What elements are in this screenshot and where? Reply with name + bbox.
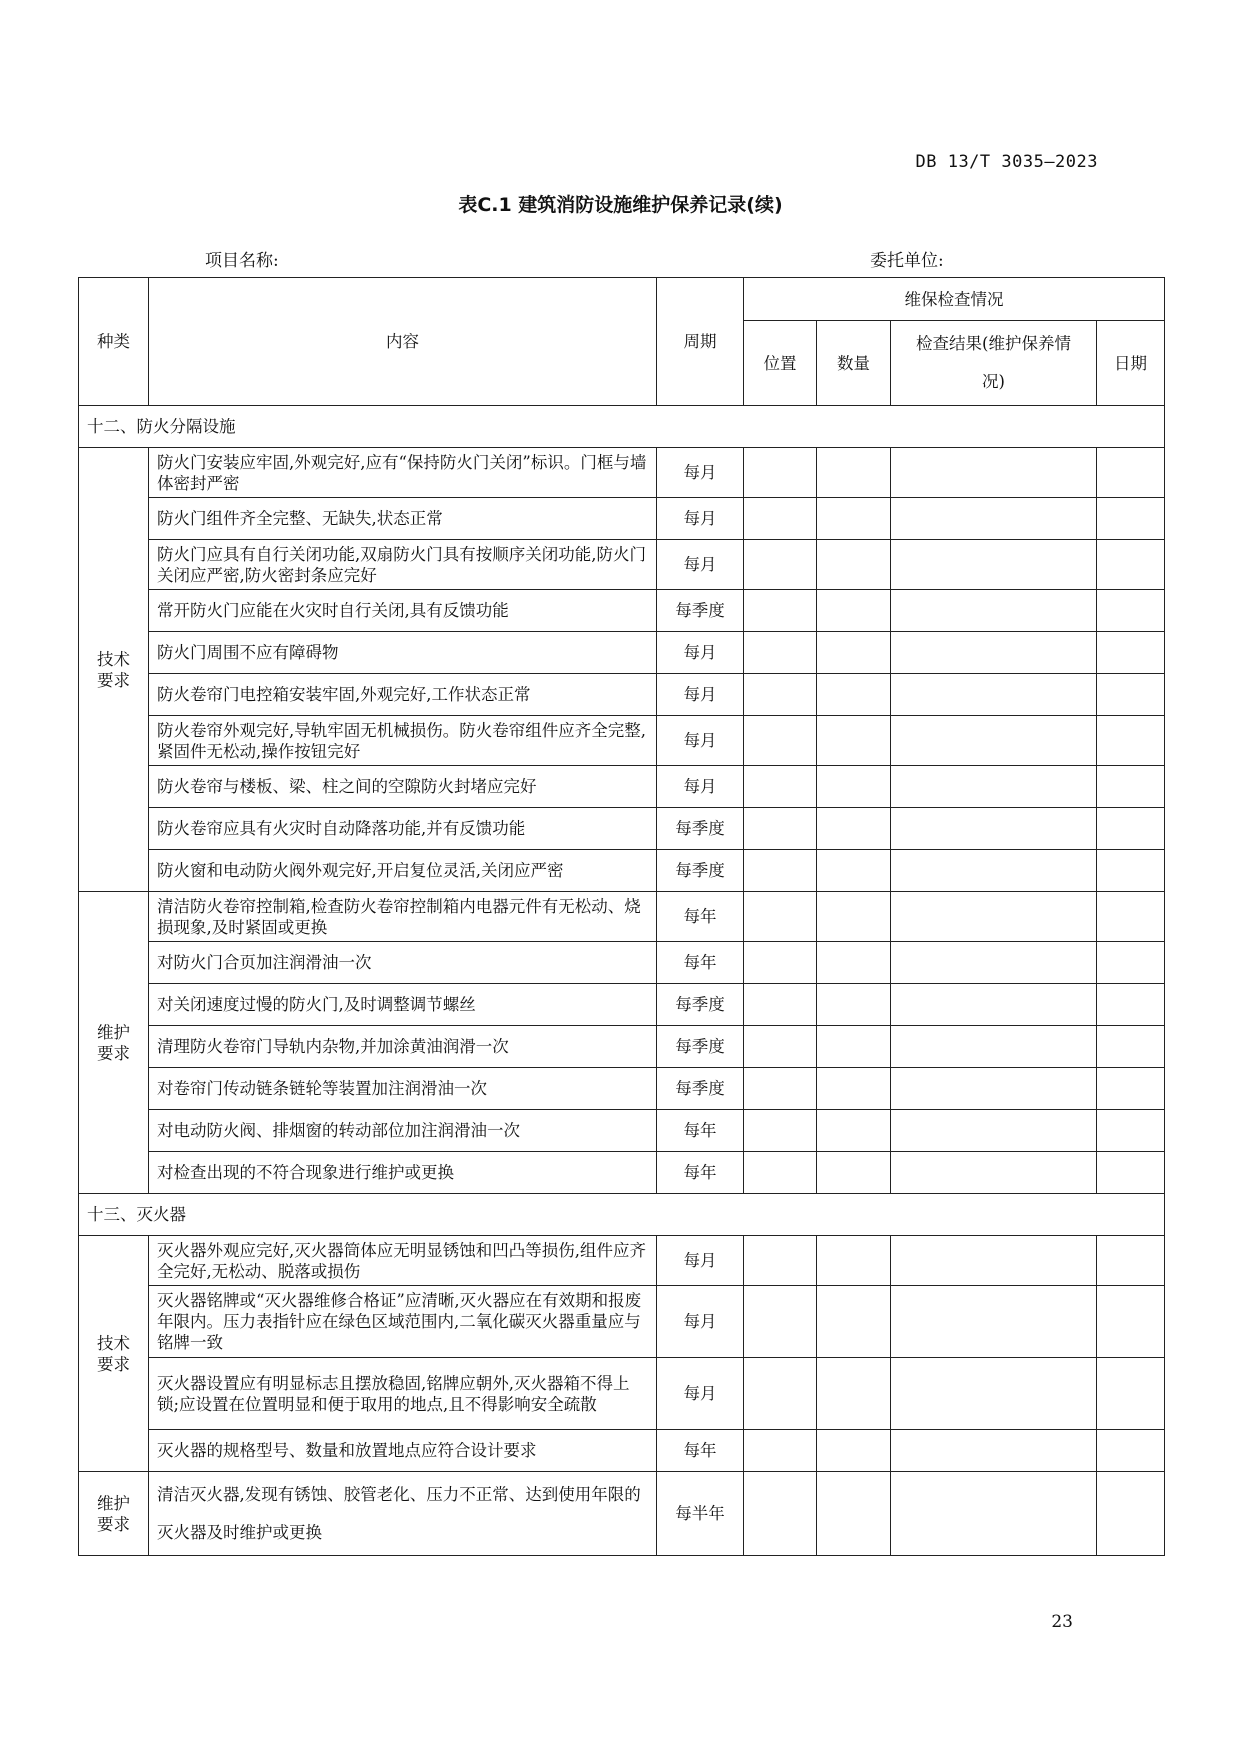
result-cell[interactable] (891, 1110, 1097, 1152)
table-row (79, 892, 1165, 942)
table-row (79, 808, 1165, 850)
table-row (79, 498, 1165, 540)
content-cell: 防火卷帘门电控箱安装牢固,外观完好,工作状态正常 (149, 674, 657, 716)
quantity-cell[interactable] (817, 716, 891, 766)
table-row (79, 1068, 1165, 1110)
content-cell: 对关闭速度过慢的防火门,及时调整调节螺丝 (149, 984, 657, 1026)
period-cell: 每月 (657, 674, 744, 716)
location-cell[interactable] (744, 1430, 817, 1472)
content-cell: 清洁防火卷帘控制箱,检查防火卷帘控制箱内电器元件有无松动、烧损现象,及时紧固或更换 (149, 892, 657, 942)
date-cell[interactable] (1097, 1286, 1165, 1358)
category-label: 技术要求 (97, 1333, 130, 1374)
content-cell: 防火门组件齐全完整、无缺失,状态正常 (149, 498, 657, 540)
period-cell: 每年 (657, 1110, 744, 1152)
period-cell: 每半年 (657, 1472, 744, 1556)
table-row (79, 1430, 1165, 1472)
location-cell[interactable] (744, 1236, 817, 1286)
location-cell[interactable] (744, 984, 817, 1026)
location-cell[interactable] (744, 1110, 817, 1152)
quantity-cell[interactable] (817, 632, 891, 674)
location-cell[interactable] (744, 674, 817, 716)
quantity-cell[interactable] (817, 1110, 891, 1152)
result-cell[interactable] (891, 540, 1097, 590)
date-cell[interactable] (1097, 1026, 1165, 1068)
date-cell[interactable] (1097, 850, 1165, 892)
quantity-cell[interactable] (817, 808, 891, 850)
table-row (79, 984, 1165, 1026)
table-row (79, 540, 1165, 590)
quantity-cell[interactable] (817, 1286, 891, 1358)
location-cell[interactable] (744, 590, 817, 632)
table-row (79, 632, 1165, 674)
location-cell[interactable] (744, 498, 817, 540)
content-cell: 防火卷帘与楼板、梁、柱之间的空隙防火封堵应完好 (149, 766, 657, 808)
content-cell: 清理防火卷帘门导轨内杂物,并加涂黄油润滑一次 (149, 1026, 657, 1068)
period-cell: 每月 (657, 1286, 744, 1358)
result-cell[interactable] (891, 1430, 1097, 1472)
table-row (79, 1358, 1165, 1430)
result-cell[interactable] (891, 448, 1097, 498)
table-row (79, 448, 1165, 498)
content-cell: 防火卷帘外观完好,导轨牢固无机械损伤。防火卷帘组件应齐全完整,紧固件无松动,操作按钮完好 (149, 716, 657, 766)
date-cell[interactable] (1097, 942, 1165, 984)
result-cell[interactable] (891, 766, 1097, 808)
period-cell: 每季度 (657, 808, 744, 850)
location-cell[interactable] (744, 1472, 817, 1556)
quantity-cell[interactable] (817, 850, 891, 892)
result-cell[interactable] (891, 674, 1097, 716)
header-result: 检查结果(维护保养情况) (891, 321, 1097, 406)
table-row (79, 766, 1165, 808)
content-cell: 对电动防火阀、排烟窗的转动部位加注润滑油一次 (149, 1110, 657, 1152)
result-cell[interactable] (891, 808, 1097, 850)
result-cell[interactable] (891, 1068, 1097, 1110)
header-inspection-group: 维保检查情况 (744, 278, 1165, 321)
location-cell[interactable] (744, 942, 817, 984)
result-cell[interactable] (891, 632, 1097, 674)
period-cell: 每季度 (657, 1026, 744, 1068)
content-cell: 对卷帘门传动链条链轮等装置加注润滑油一次 (149, 1068, 657, 1110)
period-cell: 每月 (657, 1236, 744, 1286)
category-cell (79, 1472, 149, 1556)
section-title: 十三、灭火器 (79, 1194, 1165, 1236)
result-cell[interactable] (891, 716, 1097, 766)
section-row (79, 1194, 1165, 1236)
date-cell[interactable] (1097, 892, 1165, 942)
quantity-cell[interactable] (817, 1026, 891, 1068)
period-cell: 每年 (657, 892, 744, 942)
date-cell[interactable] (1097, 716, 1165, 766)
date-cell[interactable] (1097, 1110, 1165, 1152)
client-unit-label: 委托单位: (870, 251, 944, 271)
location-cell[interactable] (744, 766, 817, 808)
table-row (79, 850, 1165, 892)
location-cell[interactable] (744, 1026, 817, 1068)
content-cell: 防火门应具有自行关闭功能,双扇防火门具有按顺序关闭功能,防火门关闭应严密,防火密封条应完好 (149, 540, 657, 590)
table-row (79, 942, 1165, 984)
header-date: 日期 (1097, 321, 1165, 406)
period-cell: 每月 (657, 1358, 744, 1430)
date-cell[interactable] (1097, 1358, 1165, 1430)
quantity-cell[interactable] (817, 590, 891, 632)
table-row (79, 1472, 1165, 1556)
date-cell[interactable] (1097, 540, 1165, 590)
quantity-cell[interactable] (817, 448, 891, 498)
table-row (79, 1286, 1165, 1358)
period-cell: 每月 (657, 448, 744, 498)
location-cell[interactable] (744, 716, 817, 766)
location-cell[interactable] (744, 850, 817, 892)
date-cell[interactable] (1097, 498, 1165, 540)
date-cell[interactable] (1097, 674, 1165, 716)
content-cell: 灭火器设置应有明显标志且摆放稳固,铭牌应朝外,灭火器箱不得上锁;应设置在位置明显和便于取用的地点,且不得影响安全疏散 (149, 1358, 657, 1430)
category-label: 技术要求 (97, 649, 130, 690)
result-cell[interactable] (891, 942, 1097, 984)
table-row (79, 1152, 1165, 1194)
quantity-cell[interactable] (817, 1152, 891, 1194)
period-cell: 每月 (657, 498, 744, 540)
result-cell[interactable] (891, 1152, 1097, 1194)
location-cell[interactable] (744, 1358, 817, 1430)
date-cell[interactable] (1097, 984, 1165, 1026)
category-label: 维护要求 (97, 1493, 130, 1534)
period-cell: 每季度 (657, 590, 744, 632)
location-cell[interactable] (744, 1286, 817, 1358)
period-cell: 每月 (657, 540, 744, 590)
date-cell[interactable] (1097, 808, 1165, 850)
location-cell[interactable] (744, 892, 817, 942)
quantity-cell[interactable] (817, 1068, 891, 1110)
location-cell[interactable] (744, 448, 817, 498)
header-content: 内容 (149, 278, 657, 406)
period-cell: 每年 (657, 942, 744, 984)
result-cell[interactable] (891, 590, 1097, 632)
table-row (79, 590, 1165, 632)
result-cell[interactable] (891, 984, 1097, 1026)
header-period: 周期 (657, 278, 744, 406)
date-cell[interactable] (1097, 1236, 1165, 1286)
category-cell (79, 448, 149, 892)
page-number: 23 (1051, 1612, 1073, 1632)
content-cell: 灭火器外观应完好,灭火器筒体应无明显锈蚀和凹凸等损伤,组件应齐全完好,无松动、脱落或损伤 (149, 1236, 657, 1286)
location-cell[interactable] (744, 1152, 817, 1194)
quantity-cell[interactable] (817, 540, 891, 590)
section-row (79, 406, 1165, 448)
date-cell[interactable] (1097, 1472, 1165, 1556)
table-row (79, 1236, 1165, 1286)
period-cell: 每季度 (657, 850, 744, 892)
content-cell: 常开防火门应能在火灾时自行关闭,具有反馈功能 (149, 590, 657, 632)
period-cell: 每季度 (657, 984, 744, 1026)
content-cell: 清洁灭火器,发现有锈蚀、胶管老化、压力不正常、达到使用年限的灭火器及时维护或更换 (149, 1472, 657, 1556)
result-cell[interactable] (891, 1358, 1097, 1430)
content-cell: 对防火门合页加注润滑油一次 (149, 942, 657, 984)
period-cell: 每月 (657, 716, 744, 766)
result-cell[interactable] (891, 850, 1097, 892)
category-cell (79, 1236, 149, 1472)
result-cell[interactable] (891, 498, 1097, 540)
quantity-cell[interactable] (817, 1358, 891, 1430)
date-cell[interactable] (1097, 1152, 1165, 1194)
quantity-cell[interactable] (817, 674, 891, 716)
content-cell: 灭火器的规格型号、数量和放置地点应符合设计要求 (149, 1430, 657, 1472)
result-cell[interactable] (891, 1286, 1097, 1358)
quantity-cell[interactable] (817, 766, 891, 808)
period-cell: 每月 (657, 632, 744, 674)
quantity-cell[interactable] (817, 984, 891, 1026)
content-cell: 对检查出现的不符合现象进行维护或更换 (149, 1152, 657, 1194)
location-cell[interactable] (744, 632, 817, 674)
table-row (79, 1110, 1165, 1152)
location-cell[interactable] (744, 540, 817, 590)
result-cell[interactable] (891, 892, 1097, 942)
quantity-cell[interactable] (817, 892, 891, 942)
period-cell: 每年 (657, 1430, 744, 1472)
date-cell[interactable] (1097, 448, 1165, 498)
standard-number: DB 13/T 3035—2023 (915, 152, 1098, 172)
quantity-cell[interactable] (817, 498, 891, 540)
result-cell[interactable] (891, 1026, 1097, 1068)
date-cell[interactable] (1097, 766, 1165, 808)
location-cell[interactable] (744, 1068, 817, 1110)
section-title: 十二、防火分隔设施 (79, 406, 1165, 448)
category-cell (79, 892, 149, 1194)
quantity-cell[interactable] (817, 1430, 891, 1472)
location-cell[interactable] (744, 808, 817, 850)
maintenance-record-table (78, 277, 1165, 1556)
content-cell: 灭火器铭牌或“灭火器维修合格证”应清晰,灭火器应在有效期和报废年限内。压力表指针应在绿色区域范围内,二氧化碳灭火器重量应与铭牌一致 (149, 1286, 657, 1358)
result-cell[interactable] (891, 1472, 1097, 1556)
date-cell[interactable] (1097, 590, 1165, 632)
table-row (79, 1026, 1165, 1068)
content-cell: 防火门安装应牢固,外观完好,应有“保持防火门关闭”标识。门框与墙体密封严密 (149, 448, 657, 498)
result-cell[interactable] (891, 1236, 1097, 1286)
project-name-label: 项目名称: (205, 251, 279, 271)
period-cell: 每季度 (657, 1068, 744, 1110)
period-cell: 每年 (657, 1152, 744, 1194)
header-location: 位置 (744, 321, 817, 406)
table-row (79, 716, 1165, 766)
date-cell[interactable] (1097, 1068, 1165, 1110)
date-cell[interactable] (1097, 632, 1165, 674)
quantity-cell[interactable] (817, 1472, 891, 1556)
quantity-cell[interactable] (817, 942, 891, 984)
content-cell: 防火窗和电动防火阀外观完好,开启复位灵活,关闭应严密 (149, 850, 657, 892)
quantity-cell[interactable] (817, 1236, 891, 1286)
date-cell[interactable] (1097, 1430, 1165, 1472)
header-category: 种类 (79, 278, 149, 406)
period-cell: 每月 (657, 766, 744, 808)
table-row (79, 674, 1165, 716)
content-cell: 防火门周围不应有障碍物 (149, 632, 657, 674)
table-title: 表C.1 建筑消防设施维护保养记录(续) (458, 194, 783, 216)
header-quantity: 数量 (817, 321, 891, 406)
category-label: 维护要求 (97, 1022, 130, 1063)
content-cell: 防火卷帘应具有火灾时自动降落功能,并有反馈功能 (149, 808, 657, 850)
